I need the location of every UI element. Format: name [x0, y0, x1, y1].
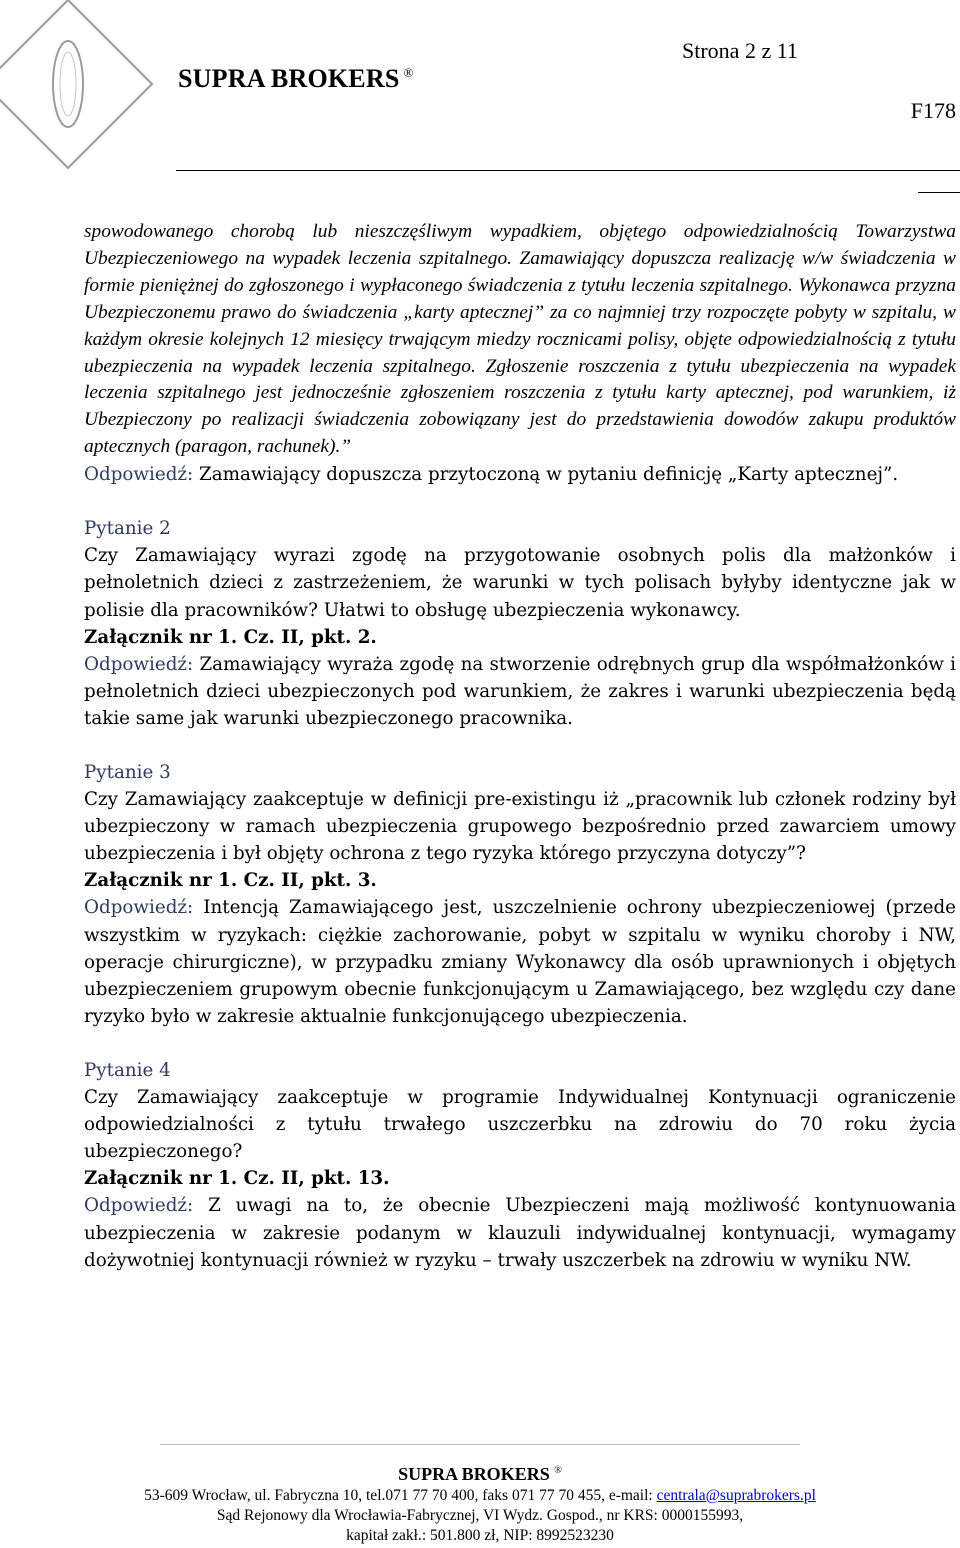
question-block-4	[84, 1057, 956, 1274]
answer-label: Odpowiedź:	[84, 653, 194, 675]
question-text: Czy Zamawiający wyrazi zgodę na przygotowanie osobnych polis dla małżonków i pełnoletnich dzieci z zastrzeżeniem, że warunki w tych polisach byłyby identyczne jak w polisie dla pracowników? Ułatwi to obsługę ubezpieczenia wykonawcy.	[84, 545, 956, 621]
intro-paragraph: spowodowanego chorobą lub nieszczęśliwym wypadkiem, objętego odpowiedzialnością Towarzystwa Ubezpieczeniowego na wypadek leczenia szpitalnego. Zamawiający dopuszcza realizację w/w świadczenia w formie pieniężnej do zgłoszonego i wypłaconego świadczenia z tytułu leczenia szpitalnego. Wykonawca przyzna Ubezpieczonemu prawo do świadczenia „karty aptecznej” za co najmniej trzy rozpoczęte pobyty w szpitalu, w każdym okresie kolejnych 12 miesięcy trwającym miedzy rocznicami polisy, objęte odpowiedzialnością z tytułu ubezpieczenia na wypadek leczenia szpitalnego. Zgłoszenie roszczenia z tytułu ubezpieczenia na wypadek leczenia szpitalnego jest jednocześnie zgłoszeniem roszczenia z tytułu karty aptecznej, pod warunkiem, iż Ubezpieczony po realizacji świadczenia zobowiązany jest do przedstawienia dowodów zakupu produktów aptecznych (paragon, rachunek).”	[84, 221, 956, 458]
page-number: Strona 2 z 11	[682, 38, 798, 63]
answer	[84, 1192, 956, 1273]
answer-label: Odpowiedź:	[84, 464, 194, 486]
question-title: Pytanie 2	[84, 518, 171, 540]
question-text: Czy Zamawiający zaakceptuje w programie Indywidualnej Kontynuacji ograniczenie odpowiedzialności z tytułu trwałego uszczerbku na zdrowiu do 70 roku życia ubezpieczonego?	[84, 1087, 956, 1163]
attachment-ref: Załącznik nr 1. Cz. II, pkt. 3.	[84, 870, 377, 892]
attachment-ref: Załącznik nr 1. Cz. II, pkt. 2.	[84, 626, 377, 648]
attachment-ref: Załącznik nr 1. Cz. II, pkt. 13.	[84, 1168, 390, 1190]
form-code: F178	[910, 98, 956, 123]
header-stub-line	[918, 192, 960, 193]
supra-brokers-logo-icon	[0, 0, 155, 170]
question-block-3	[84, 759, 956, 1030]
question-text: Czy Zamawiający zaakceptuje w definicji pre-existingu iż „pracownik lub członek rodziny był ubezpieczony w ramach ubezpieczenia grupowego bezpośrednio przed zawarciem umowy ubezpieczenia i był objęty ochrona z tego ryzyka którego przyczyna dotyczy”?	[84, 789, 956, 865]
header-divider	[176, 170, 960, 171]
question-title: Pytanie 3	[84, 762, 171, 783]
footer-court: Sąd Rejonowy dla Wrocławia-Fabrycznej, VI Wydz. Gospod., nr KRS: 0000155993,	[216, 1507, 744, 1524]
answer-text: Intencją Zamawiającego jest, uszczelnienie ochrony ubezpieczeniowej (przede wszystkim w ryzykach: ciężkie zachorowanie, pobyt w szpitalu w wyniku choroby i NW, operacje chirurgiczne), w przypadku zmiany Wykonawcy dla osób uprawnionych i objętych ubezpieczeniem grupowym obecnie funkcjonującym u Zamawiającego, bez względu czy dane ryzyko było w zakresie aktualnie funkcjonującego ubezpieczenia.	[84, 897, 956, 1027]
page-footer	[100, 1459, 860, 1546]
answer-label: Odpowiedź:	[84, 897, 194, 919]
header-brand: SUPRA BROKERS ®	[178, 64, 414, 93]
answer-text: Z uwagi na to, że obecnie Ubezpieczeni mają możliwość kontynuowania ubezpieczenia w zakresie podanym w klauzuli indywidualnej kontynuacji, wymagamy dożywotniej kontynuacji również w ryzyku – trwały uszczerbek na zdrowiu w wyniku NW.	[84, 1195, 956, 1271]
answer	[84, 894, 956, 1029]
footer-brand: SUPRA BROKERS ®	[398, 1464, 562, 1484]
footer-divider	[160, 1444, 800, 1445]
answer-text: Zamawiający wyraża zgodę na stworzenie odrębnych grup dla współmałżonków i pełnoletnich dzieci ubezpieczonych pod warunkiem, że zakres i warunki ubezpieczenia będą takie same jak warunki ubezpieczonego pracownika.	[84, 653, 956, 729]
question-block-2	[84, 515, 956, 732]
question-title: Pytanie 4	[84, 1059, 171, 1081]
answer-label: Odpowiedź:	[84, 1195, 194, 1217]
intro-answer	[84, 461, 956, 488]
footer-address: 53-609 Wrocław, ul. Fabryczna 10, tel.071 77 70 400, faks 071 77 70 455, e-mail: centrala@suprabrokers.pl	[144, 1487, 816, 1504]
answer-text: Zamawiający dopuszcza przytoczoną w pytaniu definicję „Karty aptecznej”.	[193, 464, 899, 486]
footer-capital: kapitał zakł.: 501.800 zł, NIP: 8992523230	[346, 1527, 614, 1544]
footer-email-link[interactable]: centrala@suprabrokers.pl	[656, 1487, 816, 1504]
answer	[84, 651, 956, 732]
document-body	[84, 219, 956, 1274]
